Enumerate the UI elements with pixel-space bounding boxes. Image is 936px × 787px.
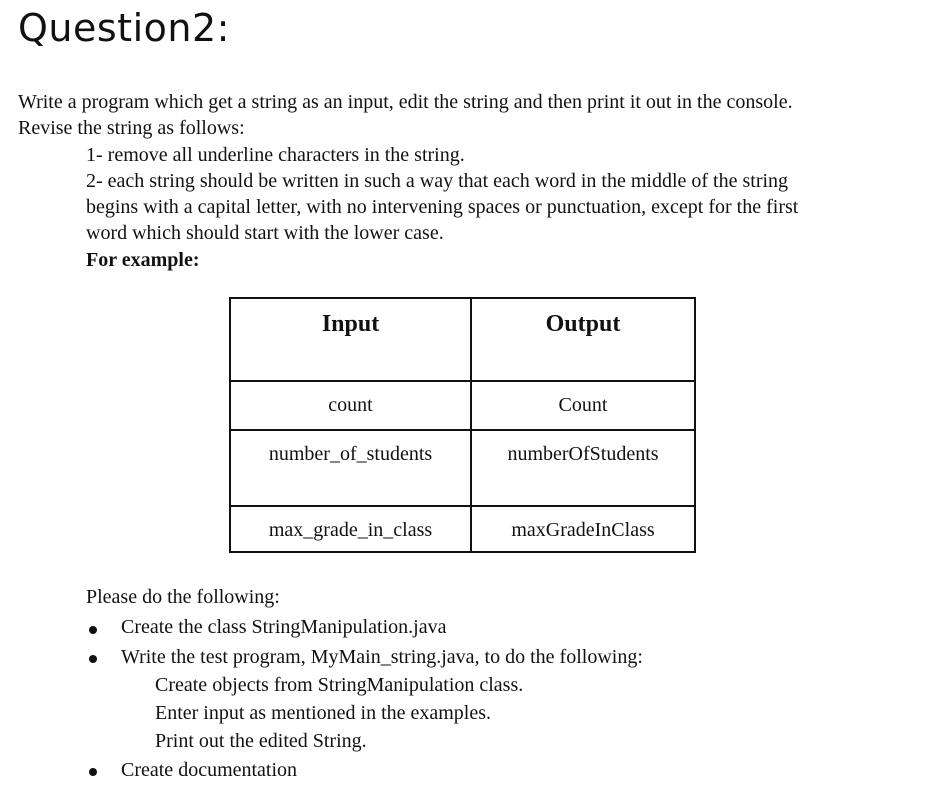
tasks-intro: Please do the following:: [86, 586, 280, 608]
table-row-divider: [231, 505, 694, 507]
rule-2-line-1: 2- each string should be written in such a way that each word in the middle of the string: [86, 170, 789, 192]
bullet-icon: [89, 626, 97, 634]
task-sub-2: Enter input as mentioned in the examples.: [155, 702, 492, 724]
task-sub-1: Create objects from StringManipulation class.: [155, 674, 524, 696]
intro-line-1: Write a program which get a string as an input, edit the string and then print it out in the console.: [18, 91, 793, 113]
bullet-icon: [89, 655, 97, 663]
example-table: [229, 297, 696, 553]
table-cell-output: numberOfStudents: [507, 443, 659, 465]
rule-2-line-2: begins with a capital letter, with no intervening spaces or punctuation, except for the first: [86, 196, 799, 218]
table-cell-input: max_grade_in_class: [268, 519, 433, 541]
task-sub-3: Print out the edited String.: [155, 730, 367, 752]
rule-1: 1- remove all underline characters in the string.: [86, 144, 465, 166]
table-cell-output: maxGradeInClass: [511, 519, 655, 541]
task-bullet-1: Create the class StringManipulation.java: [121, 616, 447, 638]
intro-line-2: Revise the string as follows:: [18, 117, 245, 139]
task-bullet-2: Write the test program, MyMain_string.java, to do the following:: [121, 646, 643, 668]
task-bullet-3: Create documentation: [121, 759, 298, 781]
table-cell-input: count: [328, 394, 373, 416]
table-cell-input: number_of_students: [268, 443, 433, 465]
table-header-input: Input: [321, 311, 380, 337]
table-row-divider: [231, 380, 694, 382]
bullet-icon: [89, 768, 97, 776]
table-row-divider: [231, 429, 694, 431]
table-header-output: Output: [545, 311, 621, 337]
page-title: Question2:: [18, 6, 230, 50]
example-label: For example:: [86, 249, 200, 271]
table-cell-output: Count: [558, 394, 608, 416]
rule-2-line-3: word which should start with the lower case.: [86, 222, 444, 244]
